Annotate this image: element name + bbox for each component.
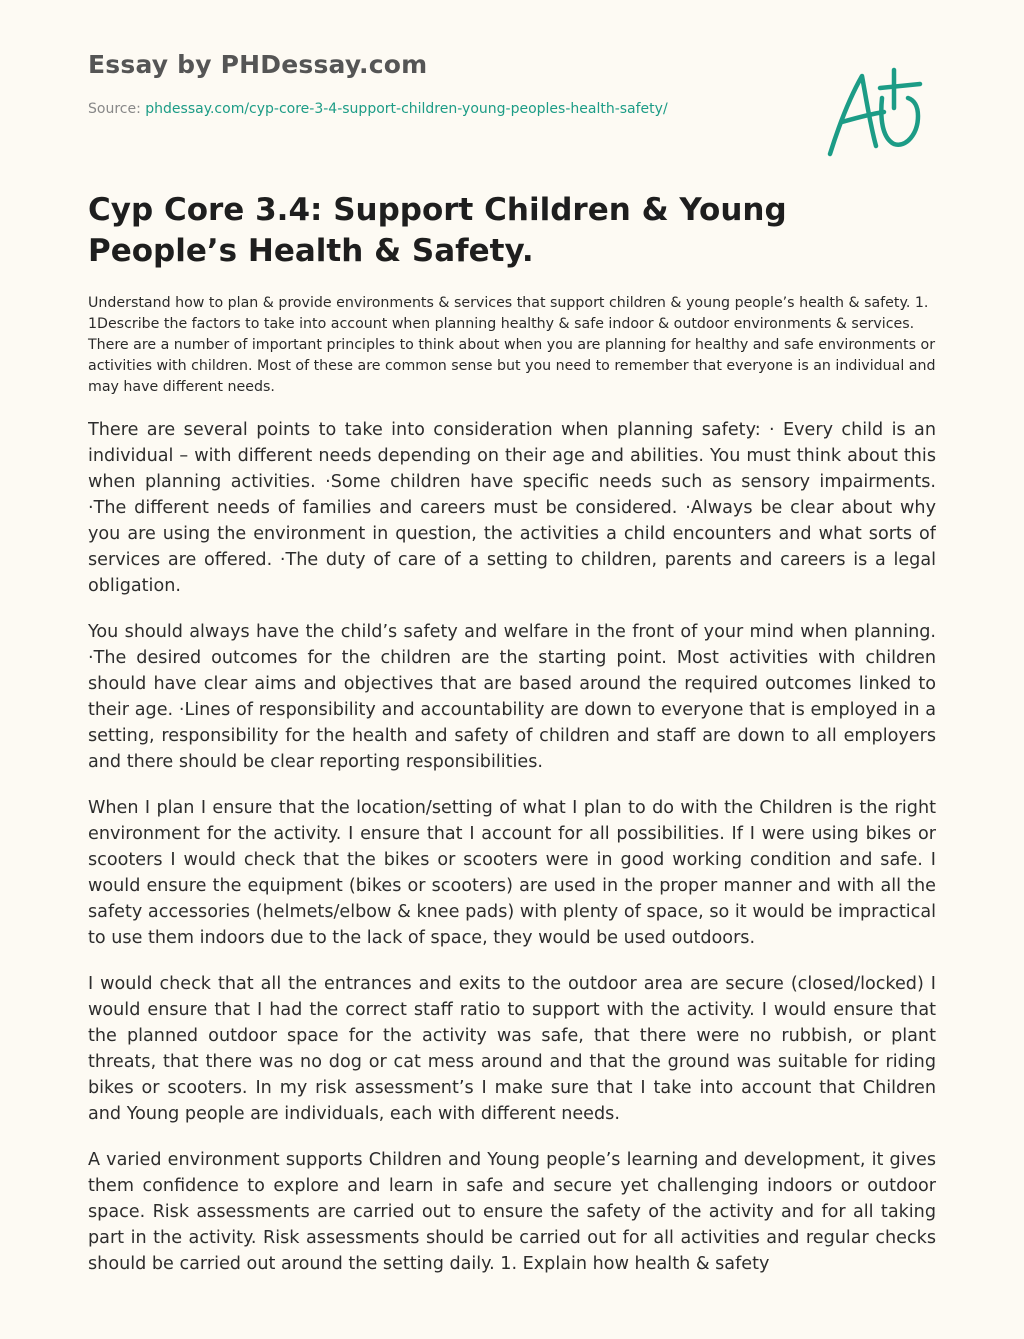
essay-paragraph: I would check that all the entrances and exits to the outdoor area are secure (closed/locked) I would ensure that I had the correct staff ratio to support with the activity. I would ensure that the planned outdoor space for the activity was safe, that there were no rubbish, or plant threats, that there was no dog or cat mess around and that the ground was suitable for riding bikes or scooters. In my risk assessment’s I make sure that I take into account that Children and Young people are individuals, each with different needs.	[88, 974, 936, 1124]
essay-paragraph: A varied environment supports Children and Young people’s learning and development, it gives them confidence to explore and learn in safe and secure yet challenging indoors or outdoor space. Risk assessments are carried out to ensure the safety of the activity and for all taking part in the activity. Risk assessments should be carried out for all activities and regular checks should be carried out around the setting daily. 1. Explain how health & safety	[88, 1150, 936, 1274]
essay-intro: Understand how to plan & provide environments & services that support children & young people’s health & safety. 1. 1Describe the factors to take into account when planning healthy & safe indoor & outdoor environments & services. There are a number of important principles to think about when you are planning for healthy and safe environments or activities with children. Most of these are common sense but you need to remember that everyone is an individual and may have different needs.	[88, 295, 936, 395]
source-link[interactable]: phdessay.com/cyp-core-3-4-support-children-young-peoples-health-safety/	[145, 101, 668, 117]
essay-body	[88, 417, 936, 1290]
essay-paragraph: You should always have the child’s safety and welfare in the front of your mind when planning. ·The desired outcomes for the children are the starting point. Most activities with children should have clear aims and objectives that are based around the required outcomes linked to their age. ·Lines of responsibility and accountability are down to everyone that is employed in a setting, responsibility for the health and safety of children and staff are down to all employers and there should be clear reporting responsibilities.	[88, 622, 936, 772]
essay-paragraph: There are several points to take into consideration when planning safety: · Every child is an individual – with different needs depending on their age and abilities. You must think about this when planning activities. ·Some children have specific needs such as sensory impairments. ·The different needs of families and careers must be considered. ·Always be clear about why you are using the environment in question, the activities a child encounters and what sorts of services are offered. ·The duty of care of a setting to children, parents and careers is a legal obligation.	[88, 420, 936, 596]
a-plus-icon	[820, 62, 930, 162]
essay-paragraph: When I plan I ensure that the location/setting of what I plan to do with the Children is the right environment for the activity. I ensure that I account for all possibilities. If I were using bikes or scooters I would check that the bikes or scooters were in good working condition and safe. I would ensure the equipment (bikes or scooters) are used in the proper manner and with all the safety accessories (helmets/elbow & knee pads) with plenty of space, so it would be impractical to use them indoors due to the lack of space, they would be used outdoors.	[88, 798, 936, 948]
essay-title: Cyp Core 3.4: Support Children & Young People’s Health & Safety.	[88, 192, 787, 269]
site-title: Essay by PHDessay.com	[88, 50, 428, 79]
logo-a-plus	[820, 62, 930, 162]
source-line	[88, 101, 668, 117]
source-label: Source:	[88, 101, 141, 117]
